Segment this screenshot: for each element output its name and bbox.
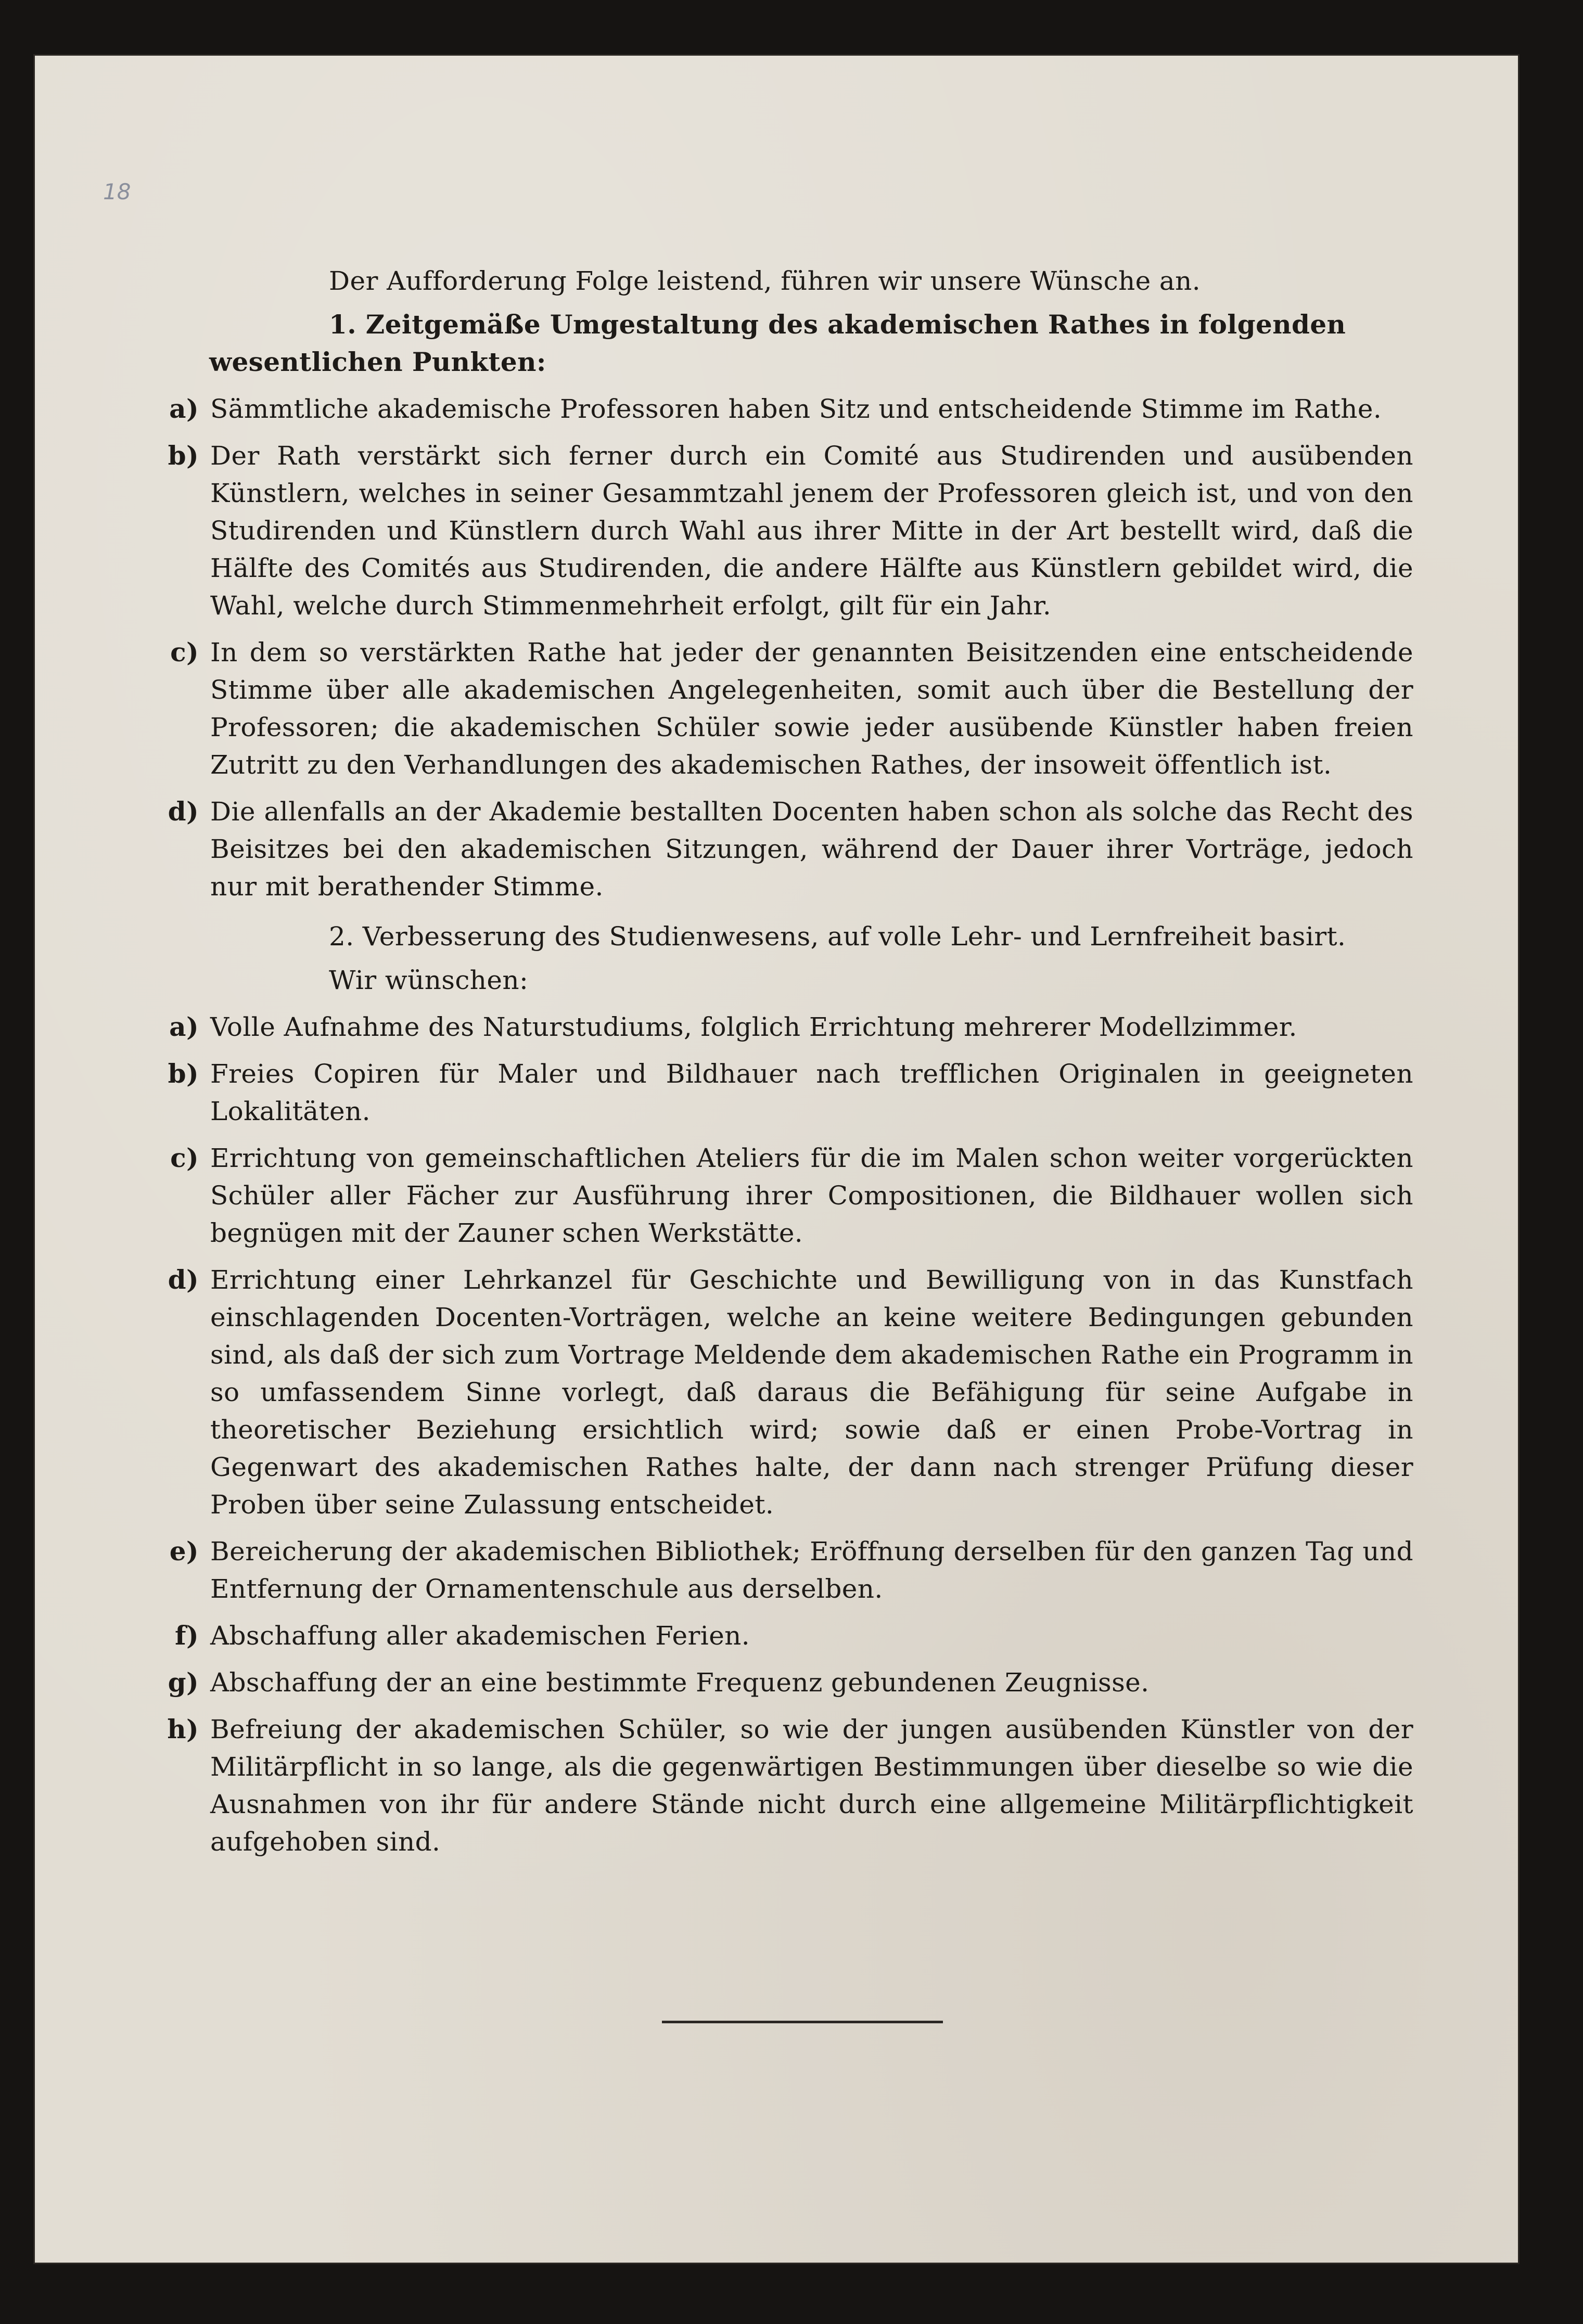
item-text: Abschaffung aller akademischen Ferien. (210, 1621, 750, 1651)
section-2-item (169, 1008, 1413, 1046)
item-text: Sämmtliche akademische Professoren haben Sitz und entscheidende Stimme im Rathe. (210, 394, 1382, 424)
section-2-item (168, 1664, 1413, 1701)
intro-line: Der Aufforderung Folge leistend, führen wir unsere Wünsche an. (329, 266, 1201, 296)
item-text: Freies Copiren für Maler und Bildhauer nach trefflichen Originalen in geeigneten Lokalitäten. (210, 1059, 1413, 1126)
item-label: d) (168, 796, 199, 827)
item-label: e) (169, 1536, 199, 1567)
item-text: In dem so verstärkten Rathe hat jeder der genannten Beisitzenden eine entscheidende Stimme über alle akademischen Angelegenheiten, somit auch über die Bestellung der Professoren; die akademischen Schüler sowie jeder ausübende Künstler haben freien Zutritt zu den Verhandlungen des akademischen Rathes, der insoweit öffentlich ist. (210, 637, 1413, 780)
item-text: Errichtung einer Lehrkanzel für Geschichte und Bewilligung von in das Kunstfach einschlagenden Docenten-Vorträgen, welche an keine weitere Bedingungen gebunden sind, als daß der sich zum Vortrage Meldende dem akademischen Rathe ein Programm in so umfassendem Sinne vorlegt, daß daraus die Befähigung für seine Aufgabe in theoretischer Beziehung ersichtlich wird; sowie daß er einen Probe-Vortrag in Gegenwart des akademischen Rathes halte, der dann nach strenger Prüfung dieser Proben über seine Zulassung entscheidet. (210, 1265, 1413, 1520)
document-body (167, 262, 1413, 1860)
item-label: g) (168, 1667, 199, 1698)
section-2-item (169, 1533, 1413, 1608)
section-2-item (170, 1139, 1413, 1252)
section-1-item (168, 793, 1413, 905)
section-1-item (168, 437, 1413, 624)
section-1-heading: 1. Zeitgemäße Umgestaltung des akademischen Rathes in folgenden wesentlichen Punkten: (209, 309, 1346, 377)
item-text: Der Rath verstärkt sich ferner durch ein Comité aus Studirenden und ausübenden Künstlern, welches in seiner Gesammtzahl jenem der Professoren gleich ist, und von den Studirenden und Künstlern durch Wahl aus ihrer Mitte in der Art bestellt wird, daß die Hälfte des Comités aus Studirenden, die andere Hälfte aus Künstlern gebildet wird, die Wahl, welche durch Stimmenmehrheit erfolgt, gilt für ein Jahr. (210, 441, 1413, 621)
section-2-lead: Wir wünschen: (329, 965, 529, 995)
item-label: b) (168, 440, 199, 471)
section-2-item (168, 1261, 1413, 1523)
item-text: Errichtung von gemeinschaftlichen Ateliers für die im Malen schon weiter vorgerückten Schüler aller Fächer zur Ausführung ihrer Compositionen, die Bildhauer wollen sich begnügen mit der Zauner schen Werkstätte. (210, 1143, 1413, 1248)
item-text: Die allenfalls an der Akademie bestallten Docenten haben schon als solche das Recht des Beisitzes bei den akademischen Sitzungen, während der Dauer ihrer Vorträge, jedoch nur mit berathender Stimme. (210, 797, 1413, 902)
item-label: d) (168, 1264, 199, 1295)
closing-rule (662, 2021, 943, 2023)
section-2-heading: 2. Verbesserung des Studienwesens, auf volle Lehr- und Lernfreiheit basirt. (329, 921, 1346, 952)
document-sheet (33, 54, 1520, 2264)
item-text: Volle Aufnahme des Naturstudiums, folglich Errichtung mehrerer Modellzimmer. (210, 1012, 1297, 1042)
item-label: h) (167, 1714, 199, 1744)
section-2-item (168, 1055, 1413, 1130)
section-1-item (169, 390, 1413, 428)
item-label: b) (168, 1058, 199, 1089)
item-label: a) (169, 1011, 199, 1042)
item-label: c) (170, 1142, 199, 1173)
section-1-item (170, 634, 1413, 784)
section-2-item (175, 1617, 1413, 1654)
item-text: Befreiung der akademischen Schüler, so wie der jungen ausübenden Künstler von der Militärpflicht in so lange, als die gegenwärtigen Bestimmungen über dieselbe so wie die Ausnahmen von ihr für andere Stände nicht durch eine allgemeine Militärpflichtigkeit aufgehoben sind. (210, 1714, 1413, 1857)
item-text: Abschaffung der an eine bestimmte Frequenz gebundenen Zeugnisse. (210, 1667, 1150, 1698)
item-text: Bereicherung der akademischen Bibliothek; Eröffnung derselben für den ganzen Tag und Entfernung der Ornamentenschule aus derselben. (210, 1536, 1413, 1604)
item-label: a) (169, 393, 199, 424)
folio-number: 18 (103, 179, 131, 204)
section-2-item (167, 1711, 1413, 1860)
item-label: f) (175, 1620, 199, 1651)
item-label: c) (170, 637, 199, 667)
